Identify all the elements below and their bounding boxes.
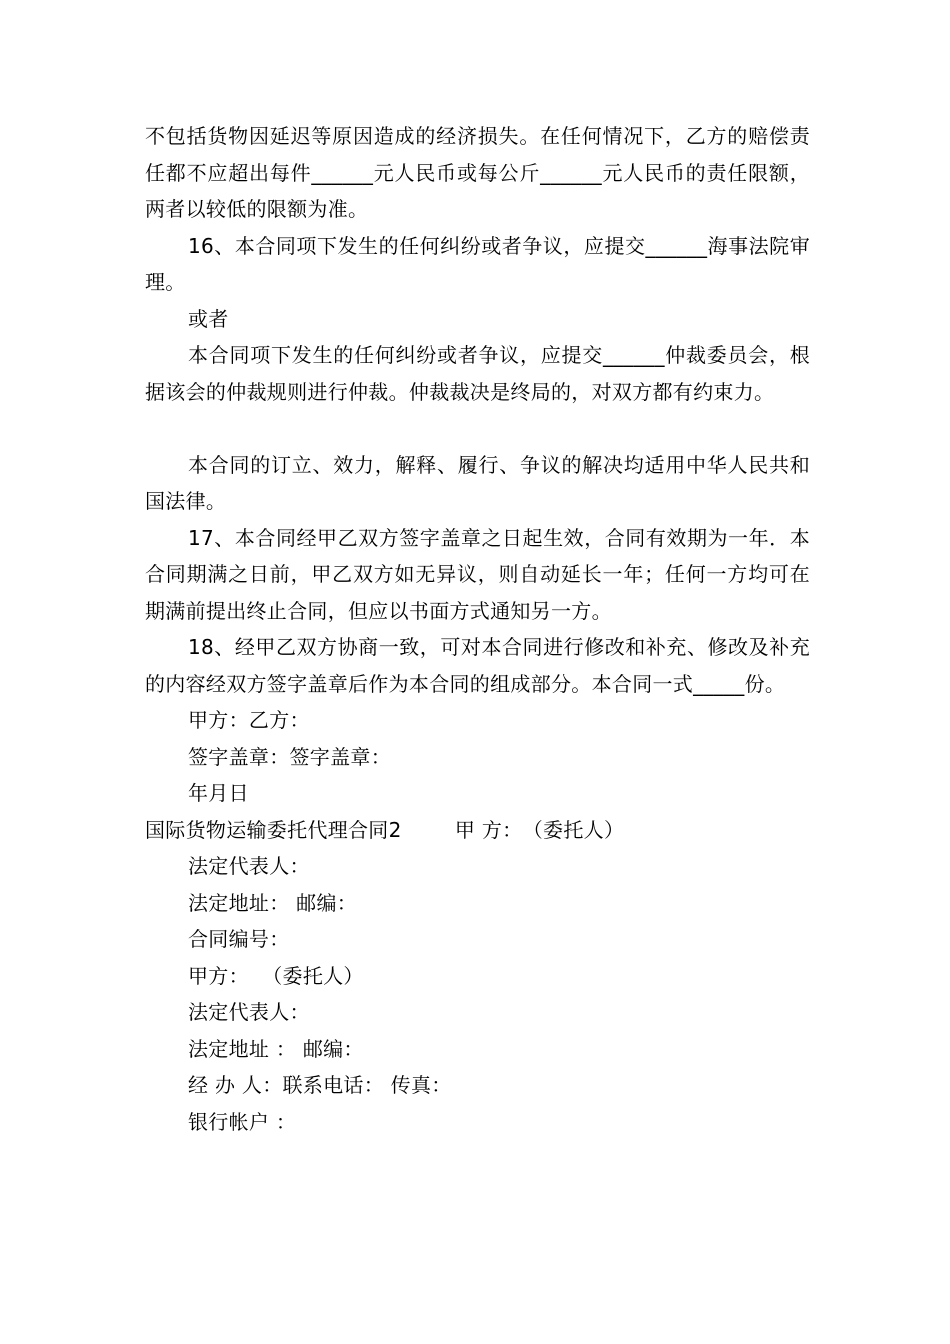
paragraph-liability-limit: 不包括货物因延迟等原因造成的经济损失。在任何情况下，乙方的赔偿责任都不应超出每件______元人民币或每公斤______元人民币的责任限额，两者以较低的限额为准。 <box>145 124 810 221</box>
field-legal-representative: 法定代表人： <box>188 854 310 878</box>
field-handler-contact: 经 办 人：联系电话： 传真： <box>188 1073 452 1097</box>
field-legal-address: 法定地址： 邮编： <box>188 890 358 915</box>
field-bank-account: 银行帐户 ： <box>188 1109 297 1134</box>
paragraph-or: 或者 <box>188 306 229 331</box>
field-party-a: 甲方： （委托人） <box>188 963 364 988</box>
signature-parties-line: 甲方：乙方： <box>188 708 310 732</box>
field-legal-representative-2: 法定代表人： <box>188 1000 310 1024</box>
paragraph-clause-18-amendment: 18、经甲乙双方协商一致，可对本合同进行修改和补充、修改及补充的内容经双方签字盖章后作为本合同的组成部分。本合同一式_____份。 <box>145 635 810 696</box>
paragraph-arbitration: 本合同项下发生的任何纠纷或者争议，应提交______仲裁委员会，根据该会的仲裁规则进行仲裁。仲裁裁决是终局的，对双方都有约束力。 <box>145 343 810 404</box>
document-body <box>145 118 810 1140</box>
paragraph-governing-law: 本合同的订立、效力，解释、履行、争议的解决均适用中华人民共和国法律。 <box>145 452 810 513</box>
blank-line <box>145 410 810 447</box>
paragraph-clause-17-validity: 17、本合同经甲乙双方签字盖章之日起生效，合同有效期为一年．本合同期满之日前，甲乙双方如无异议，则自动延长一年；任何一方均可在期满前提出终止合同，但应以书面方式通知另一方。 <box>145 525 810 623</box>
signature-date-line: 年月日 <box>188 781 249 805</box>
signature-seal-line: 签字盖章：签字盖章： <box>188 744 391 769</box>
field-contract-number: 合同编号： <box>188 927 290 951</box>
field-legal-address-2: 法定地址 ： 邮编： <box>188 1036 364 1061</box>
second-contract-title-line: 国际货物运输委托代理合同2 甲 方： （委托人） <box>145 817 625 842</box>
paragraph-clause-16-court: 16、本合同项下发生的任何纠纷或者争议，应提交______海事法院审理。 <box>145 233 810 294</box>
